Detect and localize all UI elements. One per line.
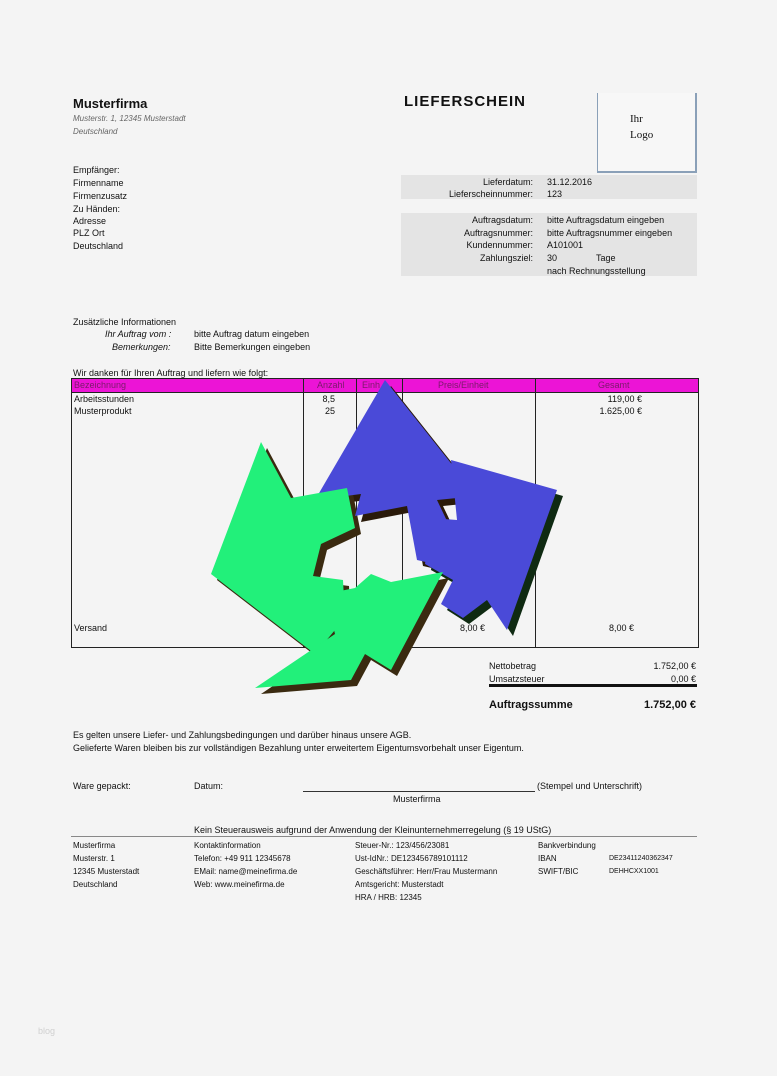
footer-text: SWIFT/BIC [538, 867, 579, 876]
item-description: Musterprodukt [74, 406, 132, 416]
footer-text: EMail: name@meinefirma.de [194, 867, 298, 876]
packed-label: Ware gepackt: [73, 781, 131, 791]
footer-text: IBAN [538, 854, 557, 863]
recipient-line: PLZ Ort [73, 228, 105, 238]
item-total: 119,00 € [607, 394, 642, 404]
footer-text: Musterstr. 1 [73, 854, 115, 863]
delivery-date-value: 31.12.2016 [547, 177, 593, 187]
arrows-clipart [195, 368, 575, 708]
footer-company-column [73, 839, 139, 891]
recipient-line: Zu Händen: [73, 204, 121, 214]
net-amount-label: Nettobetrag [489, 661, 537, 671]
order-date-label: Auftragsdatum: [471, 215, 533, 225]
logo-text-line2: Logo [630, 129, 654, 141]
delivery-number-label: Lieferscheinnummer: [448, 189, 533, 199]
notes-value: Bitte Bemerkungen eingeben [194, 342, 311, 352]
footer-text: DE23411240362347 [609, 855, 673, 862]
shipping-description: Versand [74, 623, 108, 633]
delivery-number-value: 123 [547, 189, 563, 199]
footer-bank-values [609, 852, 673, 878]
col-header-description: Bezeichnung [74, 380, 127, 390]
footer-text: DEHHCXX1001 [609, 868, 659, 875]
additional-info-heading: Zusätzliche Informationen [73, 317, 177, 327]
recipient-line: Firmenname [73, 178, 124, 188]
terms-line-1: Es gelten unsere Liefer- und Zahlungsbedingungen und darüber hinaus unsere AGB. [73, 730, 412, 740]
item-quantity: 8,5 [322, 394, 335, 404]
footer-text: Deutschland [73, 880, 118, 889]
footer-text: HRA / HRB: 12345 [355, 893, 422, 902]
recipient-line: Deutschland [73, 241, 124, 251]
company-name: Musterfirma [73, 96, 148, 111]
footer-text: Telefon: +49 911 12345678 [194, 854, 291, 863]
shipping-price: 8,00 € [459, 623, 485, 633]
table-intro: Wir danken für Ihren Auftrag und liefern wie folgt: [73, 368, 269, 378]
signature-company: Musterfirma [393, 794, 441, 804]
document-title: LIEFERSCHEIN [404, 93, 527, 110]
watermark: blog [38, 1026, 56, 1036]
payment-term-unit: Tage [596, 253, 616, 263]
terms-line-2: Gelieferte Waren bleiben bis zur vollständigen Bezahlung unter erweitertem Eigentumsvorbehalt unser Eigentum. [73, 743, 524, 753]
col-header-quantity: Anzahl [317, 380, 345, 390]
tax-notice: Kein Steuerausweis aufgrund der Anwendung der Kleinunternehmerregelung (§ 19 UStG) [194, 825, 552, 835]
footer-divider [71, 836, 697, 837]
order-number-value: bitte Auftragsnummer eingeben [547, 228, 673, 238]
footer-text: Steuer-Nr.: 123/456/23081 [355, 841, 450, 850]
recipient-line: Firmenzusatz [73, 191, 128, 201]
net-amount-value: 1.752,00 € [653, 661, 696, 671]
recipient-label: Empfänger: [73, 165, 120, 175]
order-from-value: bitte Auftrag datum eingeben [194, 329, 310, 339]
recipient-line: Adresse [73, 216, 107, 226]
signature-line [303, 791, 535, 792]
order-number-label: Auftragsnummer: [463, 228, 533, 238]
footer-text: Bankverbindung [538, 841, 596, 850]
company-address: Musterstr. 1, 12345 Musterstadt [73, 114, 186, 123]
logo-placeholder [597, 93, 697, 173]
payment-term-note: nach Rechnungsstellung [547, 266, 646, 276]
footer-text: Geschäftsführer: Herr/Frau Mustermann [355, 867, 498, 876]
logo-text-line1: Ihr [630, 113, 643, 125]
order-sum-value: 1.752,00 € [644, 699, 696, 711]
footer-text: 12345 Musterstadt [73, 867, 140, 876]
footer-text: Ust-IdNr.: DE123456789101112 [355, 854, 468, 863]
customer-number-value: A101001 [547, 240, 584, 250]
footer-contact-column [194, 839, 297, 891]
footer-tax-column [355, 839, 497, 904]
order-date-value: bitte Auftragsdatum eingeben [547, 215, 665, 225]
date-label: Datum: [194, 781, 224, 791]
shipping-total: 8,00 € [608, 623, 634, 633]
notes-label: Bemerkungen: [112, 342, 171, 352]
col-header-total: Gesamt [598, 380, 630, 390]
item-total: 1.625,00 € [599, 406, 642, 416]
stamp-label: (Stempel und Unterschrift) [537, 781, 643, 791]
footer-text: Web: www.meinefirma.de [194, 880, 285, 889]
item-quantity: 25 [324, 406, 335, 416]
footer-text: Musterfirma [73, 841, 116, 850]
footer-text: Kontaktinformation [194, 841, 261, 850]
footer-bank-column [538, 839, 596, 878]
payment-term-value: 30 [547, 253, 558, 263]
customer-number-label: Kundennummer: [466, 240, 533, 250]
order-from-label: Ihr Auftrag vom : [105, 329, 172, 339]
item-description: Arbeitsstunden [74, 394, 135, 404]
footer-text: Amtsgericht: Musterstadt [355, 880, 444, 889]
order-sum-label: Auftragssumme [489, 699, 573, 711]
col-header-unit: Einh [362, 380, 381, 390]
company-country: Deutschland [73, 127, 118, 136]
delivery-date-label: Lieferdatum: [482, 177, 533, 187]
tax-value: 0,00 € [670, 674, 696, 684]
payment-term-label: Zahlungsziel: [479, 253, 533, 263]
tax-label: Umsatzsteuer [489, 674, 545, 684]
col-header-unit-price: Preis/Einheit [438, 380, 489, 390]
